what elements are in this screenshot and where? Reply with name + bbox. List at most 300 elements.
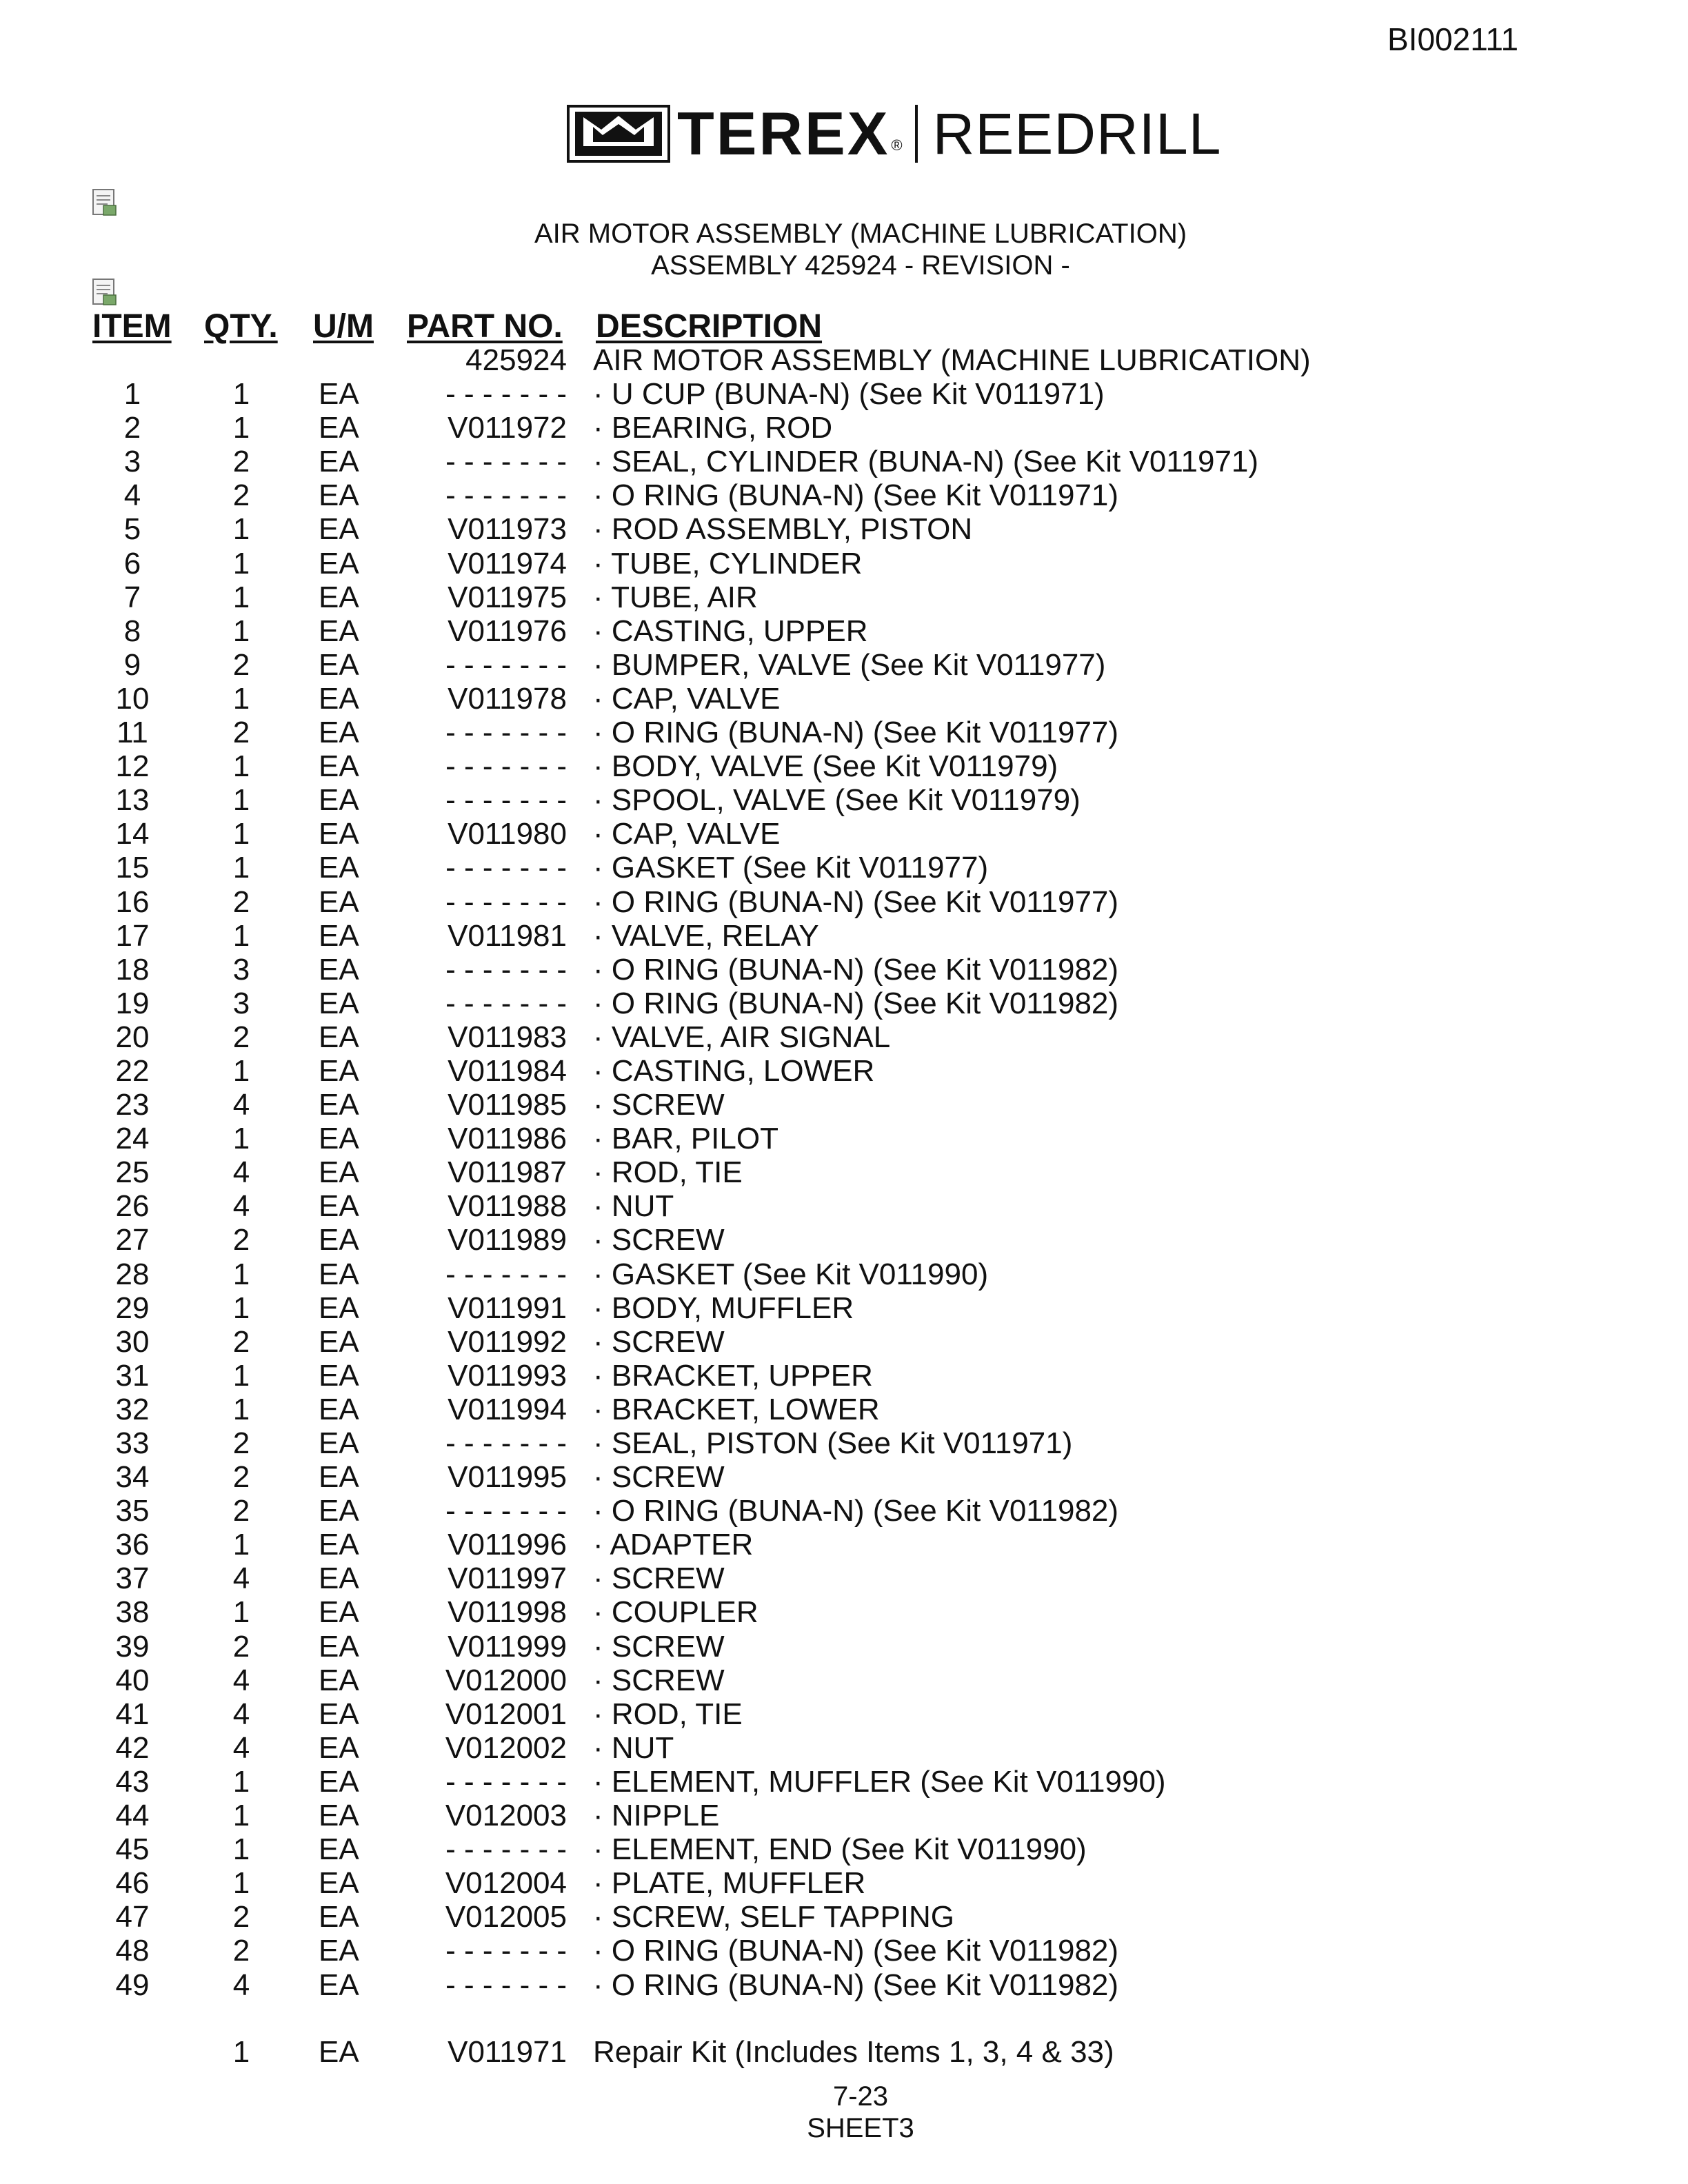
cell-description: · CAP, VALVE (593, 681, 781, 716)
table-row (0, 953, 1688, 987)
cell-qty: 4 (232, 1155, 250, 1190)
cell-qty: 3 (232, 986, 250, 1020)
cell-description: · SEAL, PISTON (See Kit V011971) (593, 1426, 1073, 1460)
cell-qty: 1 (232, 1595, 250, 1630)
cell-part-number: - - - - - - - (445, 851, 567, 885)
cell-part-number: V011983 (448, 1020, 567, 1054)
cell-part-number: V011984 (448, 1053, 567, 1088)
cell-qty: 1 (232, 1866, 250, 1901)
table-row (0, 1595, 1688, 1629)
cell-description: · SCREW (593, 1324, 725, 1359)
cell-description: · TUBE, AIR (593, 580, 758, 614)
cell-part-number: - - - - - - - (445, 1968, 567, 2002)
cell-description: · VALVE, RELAY (593, 918, 819, 953)
table-row (0, 1697, 1688, 1731)
cell-qty: 1 (232, 1832, 250, 1867)
cell-part-number: V011988 (448, 1189, 567, 1224)
cell-part-number: V011994 (448, 1392, 567, 1426)
cell-unit-of-measure: EA (319, 1460, 359, 1495)
cell-unit-of-measure: EA (319, 1392, 359, 1426)
cell-item-number: 29 (115, 1291, 150, 1325)
cell-unit-of-measure: EA (319, 851, 359, 885)
cell-unit-of-measure: EA (319, 1155, 359, 1190)
cell-qty: 1 (232, 783, 250, 818)
cell-item-number: 14 (115, 817, 150, 851)
cell-part-number: V011989 (448, 1223, 567, 1257)
cell-part-number: V011991 (448, 1291, 567, 1325)
cell-description: · BEARING, ROD (593, 411, 833, 445)
cell-description: · TUBE, CYLINDER (593, 546, 863, 580)
cell-description: · O RING (BUNA-N) (See Kit V011982) (593, 1934, 1119, 1968)
cell-description: · SCREW (593, 1561, 725, 1596)
table-row (0, 512, 1688, 546)
parts-table (0, 343, 1688, 2002)
cell-item-number: 3 (123, 445, 141, 479)
cell-part-number: V011980 (448, 817, 567, 851)
cell-description: · BRACKET, LOWER (593, 1392, 880, 1426)
cell-item-number: 18 (115, 952, 150, 987)
cell-unit-of-measure: EA (319, 1730, 359, 1765)
assembly-part-number: 425924 (465, 343, 567, 377)
cell-qty: 1 (232, 1764, 250, 1799)
cell-unit-of-measure: EA (319, 1122, 359, 1156)
cell-part-number: - - - - - - - (445, 647, 567, 682)
cell-item-number: 22 (115, 1053, 150, 1088)
cell-part-number: - - - - - - - (445, 1426, 567, 1460)
table-row (0, 1122, 1688, 1155)
table-row (0, 919, 1688, 953)
cell-qty: 4 (232, 1663, 250, 1697)
sheet-label: SHEET3 (807, 2113, 914, 2143)
cell-description: · PLATE, MUFFLER (593, 1866, 866, 1901)
cell-qty: 1 (232, 1392, 250, 1426)
column-header-um: U/M (313, 308, 374, 345)
cell-part-number: - - - - - - - (445, 783, 567, 818)
cell-unit-of-measure: EA (319, 1561, 359, 1596)
cell-description: · SCREW (593, 1223, 725, 1257)
cell-qty: 2 (232, 445, 250, 479)
cell-description: · O RING (BUNA-N) (See Kit V011977) (593, 716, 1119, 750)
cell-description: · CASTING, LOWER (593, 1053, 875, 1088)
assembly-subtitle: ASSEMBLY 425924 - REVISION - (651, 250, 1070, 281)
cell-description: · O RING (BUNA-N) (See Kit V011982) (593, 986, 1119, 1020)
cell-item-number: 20 (115, 1020, 150, 1054)
logo-divider (915, 105, 918, 163)
table-row (0, 749, 1688, 783)
logo-brand-text: TEREX (677, 99, 890, 168)
cell-part-number: - - - - - - - (445, 1257, 567, 1291)
cell-description: · GASKET (See Kit V011977) (593, 851, 989, 885)
cell-item-number: 6 (123, 546, 141, 580)
cell-unit-of-measure: EA (319, 1799, 359, 1833)
cell-description: · SCREW (593, 1663, 725, 1697)
cell-qty: 2 (232, 1460, 250, 1495)
cell-qty: 2 (232, 884, 250, 919)
cell-description: · BAR, PILOT (593, 1122, 778, 1156)
cell-qty: 2 (232, 1324, 250, 1359)
terex-reedrill-logo (567, 99, 1222, 168)
cell-part-number: - - - - - - - (445, 478, 567, 513)
cell-unit-of-measure: EA (319, 749, 359, 784)
cell-item-number: 42 (115, 1730, 150, 1765)
cell-item-number: 47 (115, 1900, 150, 1934)
kit-part-number: V011971 (448, 2035, 567, 2069)
table-row (0, 1020, 1688, 1054)
cell-unit-of-measure: EA (319, 1324, 359, 1359)
column-header-part-no: PART NO. (407, 308, 563, 345)
cell-item-number: 28 (115, 1257, 150, 1291)
cell-description: · CAP, VALVE (593, 817, 781, 851)
cell-qty: 4 (232, 1697, 250, 1731)
cell-qty: 1 (232, 614, 250, 648)
cell-unit-of-measure: EA (319, 1629, 359, 1664)
cell-item-number: 19 (115, 986, 150, 1020)
kit-qty: 1 (232, 2035, 250, 2069)
cell-unit-of-measure: EA (319, 478, 359, 513)
cell-description: · ELEMENT, END (See Kit V011990) (593, 1832, 1087, 1867)
cell-item-number: 37 (115, 1561, 150, 1596)
cell-qty: 1 (232, 1257, 250, 1291)
cell-part-number: V012000 (445, 1663, 567, 1697)
table-row (0, 1765, 1688, 1799)
cell-qty: 1 (232, 1358, 250, 1393)
cell-unit-of-measure: EA (319, 783, 359, 818)
page-number: 7-23 (832, 2081, 889, 2112)
cell-description: · SEAL, CYLINDER (BUNA-N) (See Kit V011971) (593, 445, 1259, 479)
table-row (0, 1934, 1688, 1968)
cell-description: · BRACKET, UPPER (593, 1358, 873, 1393)
cell-part-number: V011995 (448, 1460, 567, 1495)
document-id: BI002111 (1387, 21, 1519, 57)
cell-item-number: 46 (115, 1866, 150, 1901)
cell-item-number: 5 (123, 512, 141, 547)
cell-qty: 2 (232, 716, 250, 750)
cell-item-number: 31 (115, 1358, 150, 1393)
cell-qty: 2 (232, 1934, 250, 1968)
table-row (0, 1731, 1688, 1765)
cell-part-number: V011985 (448, 1088, 567, 1122)
cell-part-number: V012005 (445, 1900, 567, 1934)
cell-part-number: - - - - - - - (445, 884, 567, 919)
cell-qty: 1 (232, 546, 250, 580)
cell-part-number: - - - - - - - (445, 1934, 567, 1968)
column-header-qty: QTY. (204, 308, 278, 345)
cell-description: · BUMPER, VALVE (See Kit V011977) (593, 647, 1106, 682)
cell-qty: 1 (232, 1528, 250, 1562)
cell-part-number: V011996 (448, 1528, 567, 1562)
cell-part-number: - - - - - - - (445, 1832, 567, 1867)
cell-unit-of-measure: EA (319, 445, 359, 479)
table-row (0, 1561, 1688, 1595)
kit-um: EA (319, 2035, 359, 2069)
cell-description: · COUPLER (593, 1595, 758, 1630)
cell-qty: 2 (232, 1020, 250, 1054)
assembly-description: AIR MOTOR ASSEMBLY (MACHINE LUBRICATION) (593, 343, 1311, 377)
cell-unit-of-measure: EA (319, 1291, 359, 1325)
cell-part-number: V012002 (445, 1730, 567, 1765)
cell-qty: 2 (232, 647, 250, 682)
cell-description: · ROD ASSEMBLY, PISTON (593, 512, 973, 547)
cell-unit-of-measure: EA (319, 952, 359, 987)
cell-item-number: 45 (115, 1832, 150, 1867)
cell-description: · GASKET (See Kit V011990) (593, 1257, 989, 1291)
cell-description: · SCREW (593, 1088, 725, 1122)
cell-item-number: 30 (115, 1324, 150, 1359)
cell-item-number: 40 (115, 1663, 150, 1697)
cell-qty: 1 (232, 377, 250, 412)
table-row (0, 1460, 1688, 1494)
cell-part-number: V011986 (448, 1122, 567, 1156)
table-row (0, 1799, 1688, 1832)
cell-part-number: - - - - - - - (445, 445, 567, 479)
table-row (0, 1223, 1688, 1257)
cell-unit-of-measure: EA (319, 1595, 359, 1630)
cell-item-number: 34 (115, 1460, 150, 1495)
document-icon[interactable] (91, 277, 119, 307)
cell-qty: 1 (232, 817, 250, 851)
cell-description: · ROD, TIE (593, 1697, 743, 1731)
cell-unit-of-measure: EA (319, 1663, 359, 1697)
cell-item-number: 33 (115, 1426, 150, 1460)
cell-part-number: V011981 (448, 918, 567, 953)
table-row (0, 1630, 1688, 1664)
cell-description: · O RING (BUNA-N) (See Kit V011982) (593, 1494, 1119, 1528)
repair-kit-row (0, 2035, 1688, 2070)
table-row (0, 1325, 1688, 1359)
cell-qty: 4 (232, 1730, 250, 1765)
cell-item-number: 35 (115, 1494, 150, 1528)
cell-unit-of-measure: EA (319, 1968, 359, 2002)
cell-unit-of-measure: EA (319, 1900, 359, 1934)
cell-item-number: 36 (115, 1528, 150, 1562)
cell-item-number: 32 (115, 1392, 150, 1426)
cell-qty: 1 (232, 1122, 250, 1156)
cell-qty: 1 (232, 411, 250, 445)
cell-part-number: V012001 (445, 1697, 567, 1731)
cell-item-number: 4 (123, 478, 141, 513)
cell-unit-of-measure: EA (319, 716, 359, 750)
cell-qty: 4 (232, 1189, 250, 1224)
cell-qty: 1 (232, 749, 250, 784)
cell-description: · O RING (BUNA-N) (See Kit V011982) (593, 952, 1119, 987)
cell-part-number: - - - - - - - (445, 1494, 567, 1528)
cell-unit-of-measure: EA (319, 1189, 359, 1224)
cell-qty: 2 (232, 1494, 250, 1528)
cell-item-number: 41 (115, 1697, 150, 1731)
registered-mark: ® (891, 136, 903, 154)
cell-part-number: V011973 (448, 512, 567, 547)
page-title: AIR MOTOR ASSEMBLY (MACHINE LUBRICATION) (534, 219, 1187, 249)
cell-part-number: - - - - - - - (445, 952, 567, 987)
cell-qty: 1 (232, 1799, 250, 1833)
table-row (0, 817, 1688, 851)
cell-qty: 1 (232, 918, 250, 953)
cell-item-number: 39 (115, 1629, 150, 1664)
cell-qty: 2 (232, 1629, 250, 1664)
table-row (0, 547, 1688, 580)
cell-part-number: V011997 (448, 1561, 567, 1596)
cell-part-number: V011978 (448, 681, 567, 716)
table-row (0, 1359, 1688, 1393)
table-row (0, 1900, 1688, 1934)
cell-description: · SCREW (593, 1629, 725, 1664)
cell-unit-of-measure: EA (319, 1223, 359, 1257)
table-row (0, 1832, 1688, 1866)
table-row (0, 1155, 1688, 1189)
cell-qty: 1 (232, 1291, 250, 1325)
cell-part-number: V011998 (448, 1595, 567, 1630)
cell-item-number: 9 (123, 647, 141, 682)
cell-item-number: 44 (115, 1799, 150, 1833)
cell-item-number: 1 (123, 377, 141, 412)
cell-description: · ELEMENT, MUFFLER (See Kit V011990) (593, 1764, 1166, 1799)
table-row (0, 783, 1688, 817)
table-row (0, 478, 1688, 512)
cell-part-number: V012003 (445, 1799, 567, 1833)
cell-qty: 4 (232, 1561, 250, 1596)
column-header-description: DESCRIPTION (596, 308, 823, 345)
cell-unit-of-measure: EA (319, 546, 359, 580)
cell-description: · SCREW (593, 1460, 725, 1495)
table-row (0, 987, 1688, 1020)
cell-unit-of-measure: EA (319, 817, 359, 851)
cell-qty: 2 (232, 1900, 250, 1934)
cell-qty: 2 (232, 1223, 250, 1257)
table-row (0, 614, 1688, 648)
table-row (0, 1968, 1688, 2002)
assembly-row (0, 343, 1688, 377)
cell-unit-of-measure: EA (319, 1764, 359, 1799)
table-row (0, 1088, 1688, 1122)
cell-part-number: - - - - - - - (445, 377, 567, 412)
cell-qty: 1 (232, 512, 250, 547)
table-row (0, 885, 1688, 919)
cell-description: · O RING (BUNA-N) (See Kit V011982) (593, 1968, 1119, 2002)
cell-item-number: 15 (115, 851, 150, 885)
cell-unit-of-measure: EA (319, 580, 359, 614)
table-row (0, 1426, 1688, 1460)
cell-unit-of-measure: EA (319, 986, 359, 1020)
cell-description: · NUT (593, 1189, 674, 1224)
cell-item-number: 8 (123, 614, 141, 648)
table-row (0, 1393, 1688, 1426)
table-row (0, 1528, 1688, 1561)
cell-item-number: 43 (115, 1764, 150, 1799)
cell-qty: 3 (232, 952, 250, 987)
cell-unit-of-measure: EA (319, 1494, 359, 1528)
cell-description: · SPOOL, VALVE (See Kit V011979) (593, 783, 1081, 818)
table-row (0, 1257, 1688, 1291)
table-row (0, 716, 1688, 749)
cell-description: · NUT (593, 1730, 674, 1765)
cell-item-number: 27 (115, 1223, 150, 1257)
cell-part-number: V011992 (448, 1324, 567, 1359)
cell-unit-of-measure: EA (319, 614, 359, 648)
cell-description: · U CUP (BUNA-N) (See Kit V011971) (593, 377, 1105, 412)
table-row (0, 377, 1688, 411)
column-header-item: ITEM (92, 308, 172, 345)
cell-qty: 1 (232, 1053, 250, 1088)
cell-part-number: V011972 (448, 411, 567, 445)
cell-unit-of-measure: EA (319, 512, 359, 547)
cell-unit-of-measure: EA (319, 1697, 359, 1731)
cell-qty: 1 (232, 580, 250, 614)
table-row (0, 1189, 1688, 1223)
cell-part-number: V011993 (448, 1358, 567, 1393)
table-row (0, 1054, 1688, 1088)
logo-product-text: REEDRILL (932, 101, 1222, 166)
cell-item-number: 10 (115, 681, 150, 716)
cell-description: · BODY, VALVE (See Kit V011979) (593, 749, 1058, 784)
cell-item-number: 7 (123, 580, 141, 614)
cell-part-number: V011976 (448, 614, 567, 648)
cell-description: · O RING (BUNA-N) (See Kit V011971) (593, 478, 1119, 513)
cell-unit-of-measure: EA (319, 1257, 359, 1291)
cell-unit-of-measure: EA (319, 1053, 359, 1088)
table-row (0, 682, 1688, 716)
document-icon[interactable] (91, 188, 119, 218)
cell-unit-of-measure: EA (319, 918, 359, 953)
cell-unit-of-measure: EA (319, 884, 359, 919)
cell-item-number: 12 (115, 749, 150, 784)
cell-part-number: - - - - - - - (445, 1764, 567, 1799)
cell-unit-of-measure: EA (319, 1832, 359, 1867)
terex-crown-logo-icon (567, 105, 670, 163)
cell-part-number: - - - - - - - (445, 749, 567, 784)
cell-part-number: V011999 (448, 1629, 567, 1664)
cell-unit-of-measure: EA (319, 1358, 359, 1393)
cell-qty: 2 (232, 1426, 250, 1460)
table-row (0, 1664, 1688, 1697)
cell-description: · ROD, TIE (593, 1155, 743, 1190)
cell-unit-of-measure: EA (319, 1088, 359, 1122)
cell-qty: 4 (232, 1088, 250, 1122)
cell-item-number: 24 (115, 1122, 150, 1156)
table-row (0, 580, 1688, 614)
cell-item-number: 26 (115, 1189, 150, 1224)
cell-item-number: 16 (115, 884, 150, 919)
cell-item-number: 48 (115, 1934, 150, 1968)
cell-item-number: 38 (115, 1595, 150, 1630)
cell-unit-of-measure: EA (319, 1020, 359, 1054)
table-row (0, 411, 1688, 445)
table-row (0, 648, 1688, 682)
cell-item-number: 49 (115, 1968, 150, 2002)
cell-item-number: 17 (115, 918, 150, 953)
cell-qty: 1 (232, 851, 250, 885)
cell-description: · O RING (BUNA-N) (See Kit V011977) (593, 884, 1119, 919)
cell-qty: 2 (232, 478, 250, 513)
cell-unit-of-measure: EA (319, 1426, 359, 1460)
cell-qty: 4 (232, 1968, 250, 2002)
cell-description: · VALVE, AIR SIGNAL (593, 1020, 891, 1054)
table-row (0, 1291, 1688, 1325)
cell-unit-of-measure: EA (319, 1866, 359, 1901)
table-row (0, 445, 1688, 478)
cell-part-number: - - - - - - - (445, 716, 567, 750)
cell-part-number: V012004 (445, 1866, 567, 1901)
cell-item-number: 23 (115, 1088, 150, 1122)
cell-unit-of-measure: EA (319, 1934, 359, 1968)
cell-description: · BODY, MUFFLER (593, 1291, 854, 1325)
cell-description: · SCREW, SELF TAPPING (593, 1900, 955, 1934)
cell-part-number: V011975 (448, 580, 567, 614)
cell-unit-of-measure: EA (319, 411, 359, 445)
table-row (0, 1494, 1688, 1528)
cell-item-number: 13 (115, 783, 150, 818)
table-row (0, 851, 1688, 884)
cell-unit-of-measure: EA (319, 681, 359, 716)
